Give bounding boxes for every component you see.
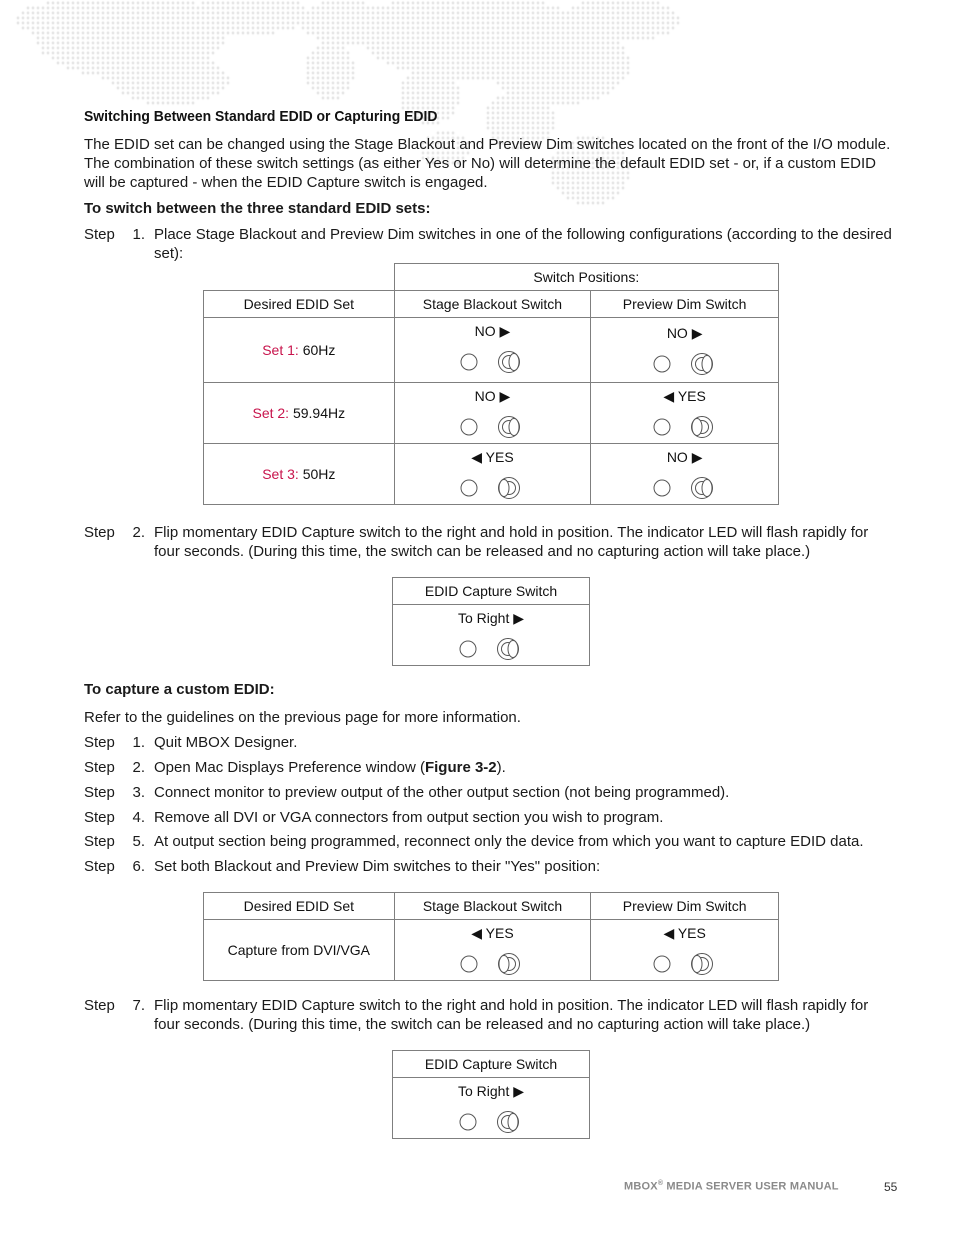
section-title: Switching Between Standard EDID or Capturing EDID [84, 108, 438, 125]
preview-cell [591, 920, 779, 981]
step-text: Flip momentary EDID Capture switch to the right and hold in position. The indicator LED will flash rapidly for four seconds. (During this time, the switch can be released and no capturing action will take place.) [154, 997, 869, 1034]
step-text-before: Open Mac Displays Preference window ( [154, 759, 425, 776]
step-text: Flip momentary EDID Capture switch to the right and hold in position. The indicator LED will flash rapidly for four seconds. (During this time, the switch can be released and no capturing action will take place.) [154, 524, 869, 561]
set-cell: Capture from DVI/VGA [204, 920, 395, 981]
blackout-cell [394, 318, 591, 383]
toggle-switch-right-icon [395, 349, 591, 375]
standard-edid-table [203, 263, 779, 505]
switch-positions-header: Switch Positions: [394, 264, 778, 291]
step-custom-3 [84, 783, 896, 803]
col-header-desired-set: Desired EDID Set [204, 291, 395, 318]
set-label: Set 2: [252, 405, 290, 421]
set-cell [204, 318, 395, 383]
toggle-switch-right-icon [591, 475, 778, 501]
toggle-switch-right-icon [591, 351, 778, 377]
preview-position: ◀ YES [663, 388, 706, 404]
footer-title-text: MEDIA SERVER USER MANUAL [663, 1180, 839, 1193]
capture-header: EDID Capture Switch [393, 578, 590, 605]
step-label: Step [84, 759, 115, 776]
edid-capture-table [392, 1050, 590, 1139]
preview-cell [591, 383, 779, 444]
set-value: 60Hz [302, 342, 336, 358]
set-value: 59.94Hz [292, 405, 346, 421]
col-header-stage-blackout: Stage Blackout Switch [394, 893, 591, 920]
step-text: Remove all DVI or VGA connectors from output section you wish to program. [154, 809, 664, 826]
custom-intro: Refer to the guidelines on the previous page for more information. [84, 709, 521, 726]
page-number: 55 [884, 1180, 898, 1194]
toggle-switch-left-icon [591, 414, 778, 440]
step-text: Set both Blackout and Preview Dim switches to their "Yes" position: [154, 858, 601, 875]
step-label: Step [84, 858, 115, 875]
subhead-custom-edid: To capture a custom EDID: [84, 681, 275, 698]
footer-brand: MBOX [624, 1180, 658, 1193]
figure-reference-link[interactable]: Figure 3-2 [424, 759, 497, 776]
step-number: 5. [132, 833, 145, 850]
preview-position: ◀ YES [663, 925, 706, 941]
step-number: 1. [132, 734, 145, 751]
set-cell [204, 383, 395, 444]
table-row [204, 444, 779, 505]
step-label: Step [84, 784, 115, 801]
toggle-switch-right-icon [393, 1109, 589, 1135]
preview-cell [591, 444, 779, 505]
set-cell [204, 444, 395, 505]
table-row [204, 920, 779, 981]
step-number: 2. [132, 759, 145, 776]
capture-position: To Right ▶ [457, 610, 524, 626]
step-standard-2 [84, 523, 896, 563]
footer-registered-mark: ® [657, 1180, 664, 1187]
col-header-preview-dim: Preview Dim Switch [591, 893, 779, 920]
step-label: Step [84, 734, 115, 751]
step-custom-1 [84, 733, 896, 753]
step-text: Place Stage Blackout and Preview Dim switches in one of the following configurations (according to the desired set): [154, 226, 892, 263]
blackout-position: ◀ YES [471, 925, 514, 941]
preview-cell [591, 318, 779, 383]
col-header-desired-set: Desired EDID Set [204, 893, 395, 920]
col-header-stage-blackout: Stage Blackout Switch [394, 291, 591, 318]
capture-header: EDID Capture Switch [393, 1051, 590, 1078]
intro-paragraph: The EDID set can be changed using the Stage Blackout and Preview Dim switches located on the front of the I/O module. The combination of these switch settings (as either Yes or No) will determine the default EDID set - or, if a custom EDID will be captured - when the EDID Capture switch is engaged. [84, 136, 891, 192]
step-label: Step [84, 809, 115, 826]
col-header-preview-dim: Preview Dim Switch [591, 291, 779, 318]
toggle-switch-right-icon [395, 414, 591, 440]
subhead-standard-sets: To switch between the three standard EDID sets: [84, 200, 431, 217]
toggle-switch-left-icon [395, 475, 591, 501]
step-text: At output section being programmed, reconnect only the device from which you want to capture EDID data. [154, 833, 864, 850]
step-custom-5 [84, 832, 896, 852]
preview-position: NO ▶ [666, 325, 703, 341]
step-number: 7. [132, 997, 145, 1014]
step-number: 2. [132, 524, 145, 541]
step-custom-6 [84, 857, 896, 877]
footer-manual-title [624, 1180, 839, 1193]
step-label: Step [84, 997, 115, 1014]
toggle-switch-right-icon [393, 636, 589, 662]
capture-position: To Right ▶ [457, 1083, 524, 1099]
edid-capture-table [392, 577, 590, 666]
step-number: 3. [132, 784, 145, 801]
table-row [204, 318, 779, 383]
step-number: 4. [132, 809, 145, 826]
blackout-position: NO ▶ [474, 388, 511, 404]
step-label: Step [84, 226, 115, 243]
step-custom-4 [84, 808, 896, 828]
step-custom-7 [84, 996, 896, 1036]
set-value: 50Hz [302, 466, 336, 482]
blackout-cell [394, 444, 591, 505]
blackout-position: ◀ YES [471, 449, 514, 465]
step-text-after: ). [496, 759, 506, 776]
blackout-position: NO ▶ [474, 323, 511, 339]
set-label: Set 3: [262, 466, 299, 482]
step-text: Connect monitor to preview output of the other output section (not being programmed). [154, 784, 730, 801]
toggle-switch-left-icon [591, 951, 778, 977]
step-text: Quit MBOX Designer. [154, 734, 298, 751]
step-standard-1 [84, 225, 896, 265]
table-row [204, 383, 779, 444]
custom-edid-table [203, 892, 779, 981]
capture-cell [393, 605, 590, 666]
step-label: Step [84, 833, 115, 850]
step-label: Step [84, 524, 115, 541]
step-number: 1. [132, 226, 145, 243]
step-custom-2 [84, 758, 896, 778]
toggle-switch-left-icon [395, 951, 591, 977]
capture-cell [393, 1078, 590, 1139]
step-number: 6. [132, 858, 145, 875]
preview-position: NO ▶ [666, 449, 703, 465]
step-text [154, 758, 896, 777]
blackout-cell [394, 383, 591, 444]
set-label: Set 1: [262, 342, 299, 358]
empty-corner [204, 264, 395, 291]
blackout-cell [394, 920, 591, 981]
